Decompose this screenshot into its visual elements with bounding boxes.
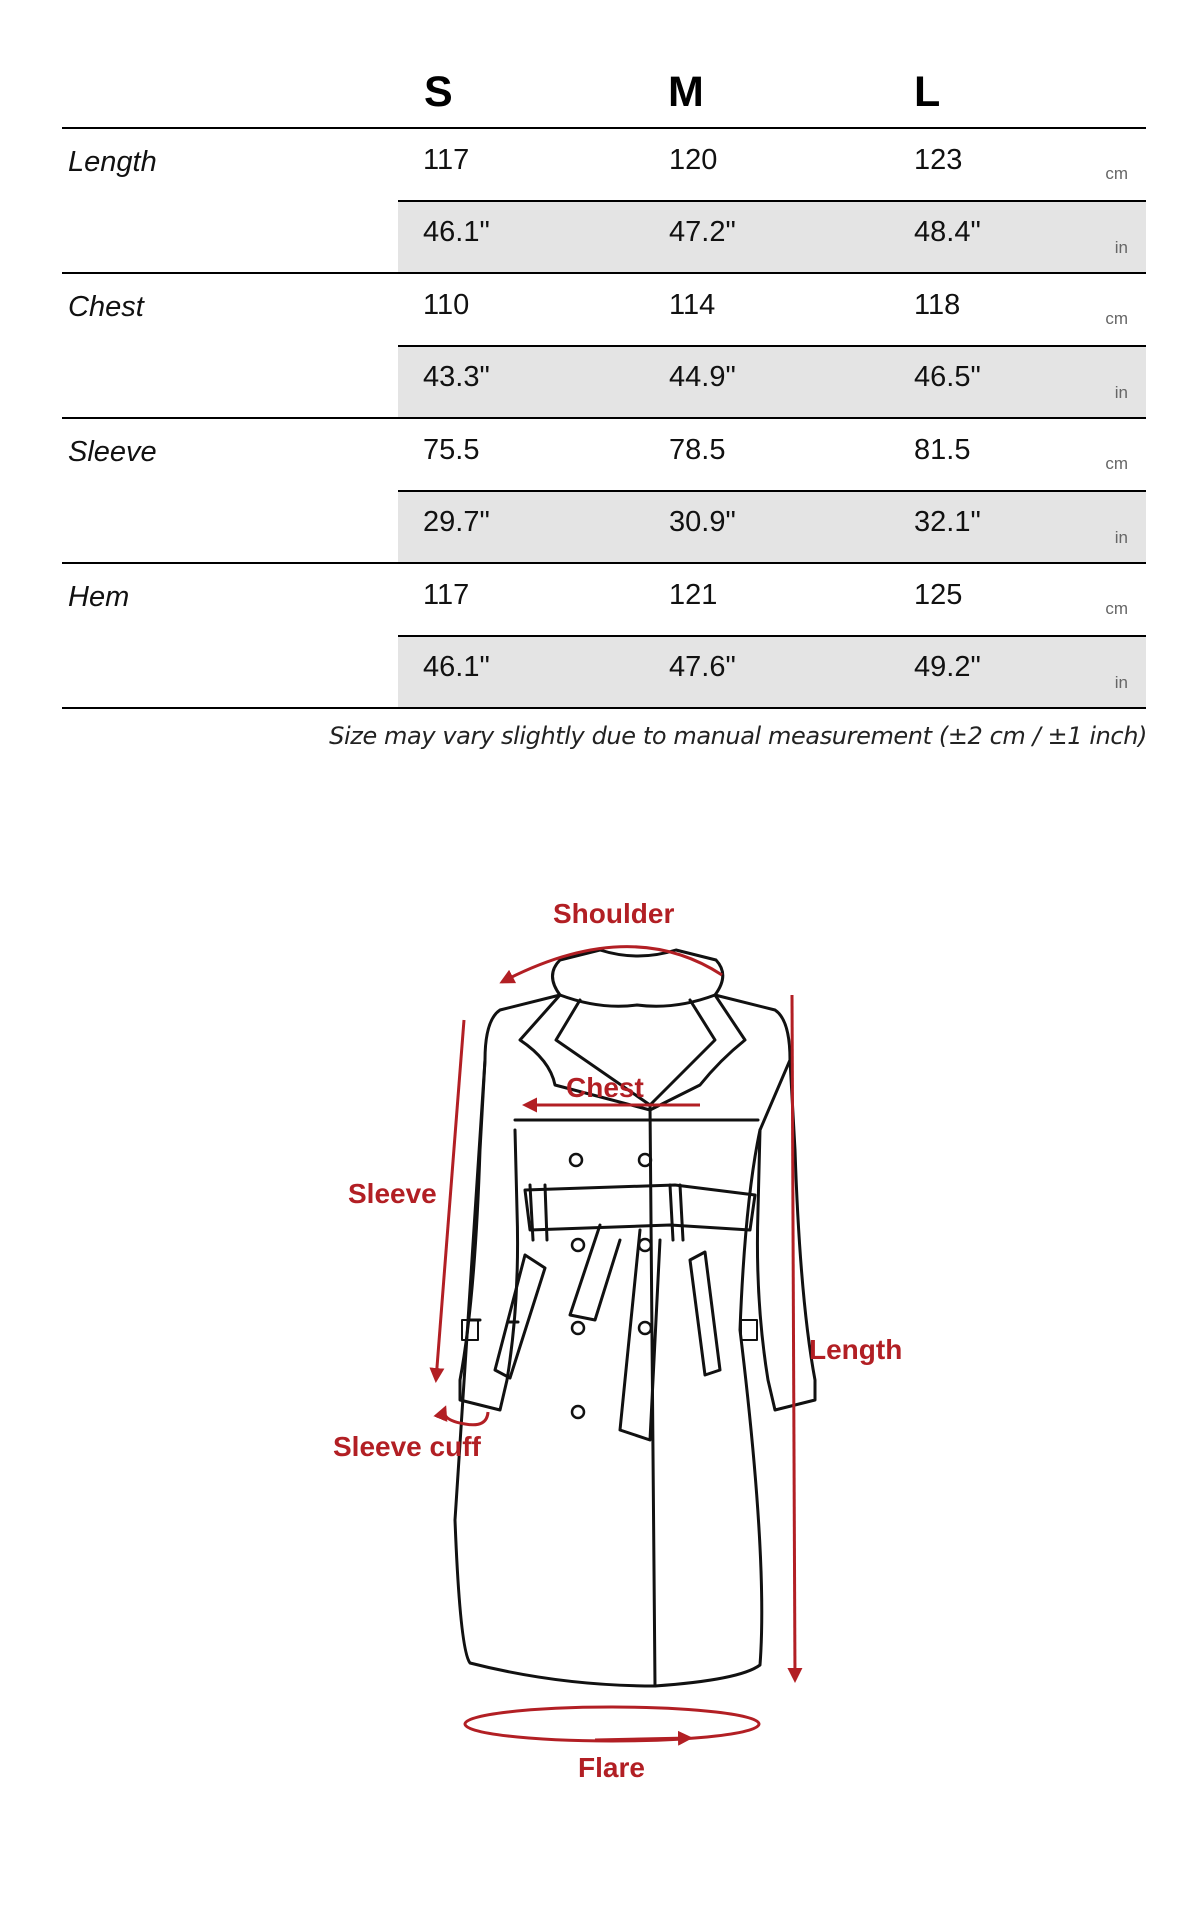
cell: 123 bbox=[914, 144, 963, 176]
cell: 48.4" bbox=[914, 216, 981, 248]
cell: 46.1" bbox=[423, 651, 490, 683]
cell: 30.9" bbox=[669, 506, 736, 538]
table-row-sleeve-cm bbox=[62, 418, 1146, 490]
length-label: Length bbox=[809, 1334, 903, 1365]
row-shade bbox=[398, 490, 1146, 562]
length-arrow bbox=[792, 995, 795, 1680]
cell: 29.7" bbox=[423, 506, 490, 538]
sleeve-label: Sleeve bbox=[348, 1178, 437, 1209]
cell: 32.1" bbox=[914, 506, 981, 538]
table-row-chest-cm bbox=[62, 273, 1146, 345]
unit-label-cm: cm bbox=[1105, 309, 1128, 328]
size-chart bbox=[0, 0, 1200, 800]
table-row-hem-in bbox=[62, 635, 1146, 707]
unit-label-cm: cm bbox=[1105, 599, 1128, 618]
cell: 114 bbox=[669, 289, 716, 321]
cell: 110 bbox=[423, 289, 470, 321]
table-row-length-in bbox=[62, 200, 1146, 272]
table-row-hem-cm bbox=[62, 563, 1146, 635]
cell: 78.5 bbox=[669, 434, 726, 466]
row-shade bbox=[398, 200, 1146, 272]
size-header-s: S bbox=[424, 68, 453, 116]
row-shade bbox=[398, 635, 1146, 707]
chest-label: Chest bbox=[566, 1072, 644, 1103]
cell: 125 bbox=[914, 579, 963, 611]
row-divider bbox=[398, 490, 1146, 492]
flare-ellipse bbox=[465, 1707, 759, 1741]
cell: 121 bbox=[669, 579, 718, 611]
cell: 47.2" bbox=[669, 216, 736, 248]
cell: 43.3" bbox=[423, 361, 490, 393]
table-row-chest-in bbox=[62, 345, 1146, 417]
unit-label-cm: cm bbox=[1105, 454, 1128, 473]
unit-label-in: in bbox=[1114, 238, 1128, 257]
coat-outline bbox=[455, 950, 815, 1686]
row-label-chest: Chest bbox=[68, 291, 144, 323]
cell: 117 bbox=[423, 579, 470, 611]
table-row-length-cm bbox=[62, 128, 1146, 200]
unit-label-in: in bbox=[1114, 383, 1128, 402]
size-header-m: M bbox=[668, 68, 704, 116]
row-label-hem: Hem bbox=[68, 581, 130, 613]
row-shade bbox=[398, 345, 1146, 417]
table-rule bbox=[62, 707, 1146, 709]
row-label-length: Length bbox=[68, 146, 157, 178]
table-row-sleeve-in bbox=[62, 490, 1146, 562]
measurement-note: Size may vary slightly due to manual measurement (±2 cm / ±1 inch) bbox=[329, 722, 1147, 750]
cell: 46.5" bbox=[914, 361, 981, 393]
unit-label-in: in bbox=[1114, 673, 1128, 692]
cell: 47.6" bbox=[669, 651, 736, 683]
size-header-l: L bbox=[914, 68, 941, 116]
row-divider bbox=[398, 635, 1146, 637]
cell: 44.9" bbox=[669, 361, 736, 393]
unit-label-cm: cm bbox=[1105, 164, 1128, 183]
row-divider bbox=[398, 200, 1146, 202]
row-label-sleeve: Sleeve bbox=[68, 436, 157, 468]
flare-arrow bbox=[595, 1738, 690, 1740]
row-divider bbox=[398, 345, 1146, 347]
cell: 118 bbox=[914, 289, 961, 321]
unit-label-in: in bbox=[1114, 528, 1128, 547]
sleeve-cuff-arrow bbox=[444, 1408, 488, 1425]
cell: 46.1" bbox=[423, 216, 490, 248]
shoulder-label: Shoulder bbox=[553, 898, 675, 929]
cell: 81.5 bbox=[914, 434, 971, 466]
sleeve-arrow bbox=[436, 1020, 464, 1380]
coat-diagram bbox=[0, 860, 1200, 1820]
cell: 49.2" bbox=[914, 651, 981, 683]
cell: 117 bbox=[423, 144, 470, 176]
cell: 75.5 bbox=[423, 434, 480, 466]
cell: 120 bbox=[669, 144, 718, 176]
sleeve-cuff-label: Sleeve cuff bbox=[333, 1431, 481, 1462]
flare-label: Flare bbox=[578, 1752, 645, 1783]
